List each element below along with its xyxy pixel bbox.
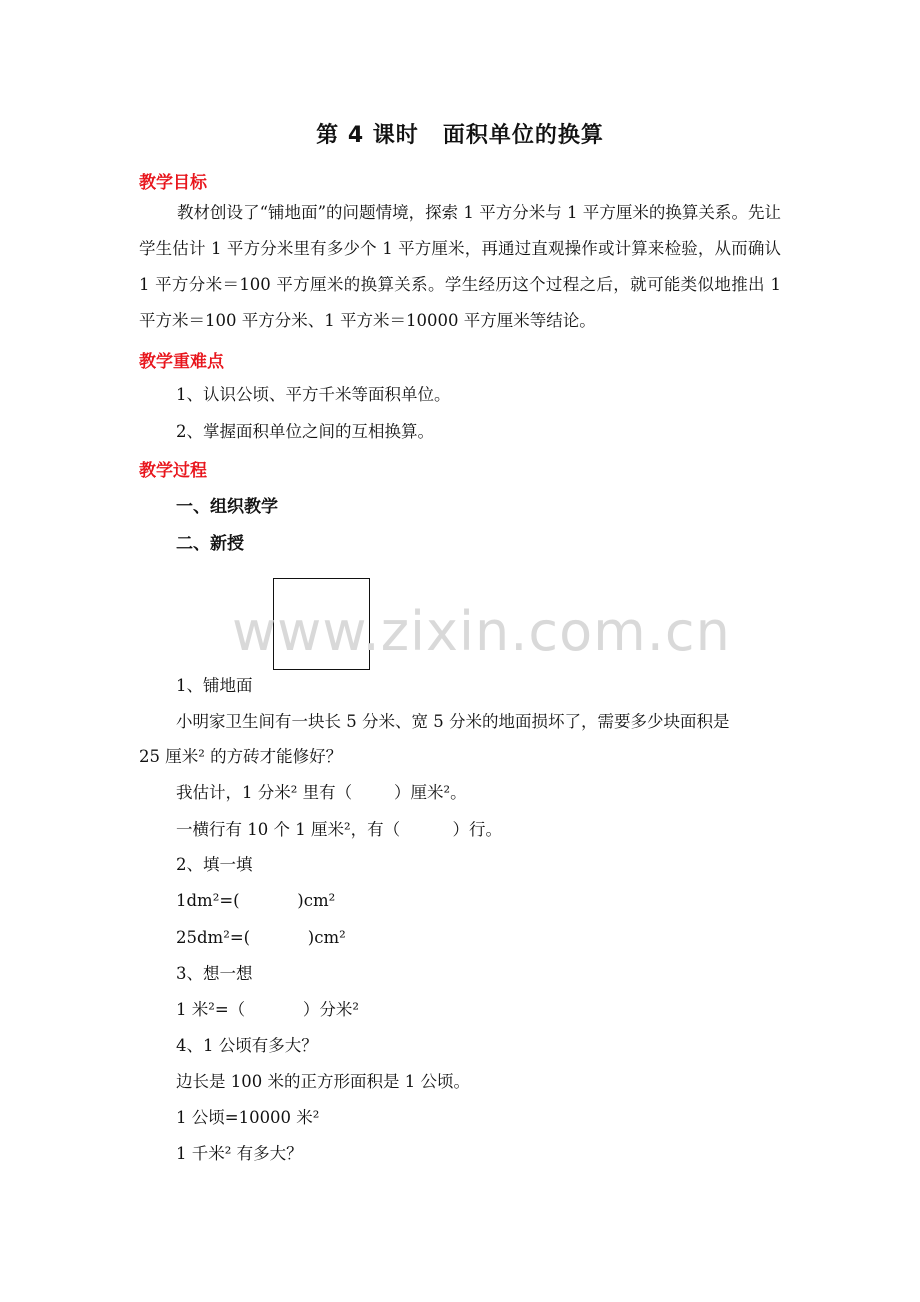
body-line: 3、想一想	[176, 964, 253, 983]
body-line: 我估计，1 分米² 里有（ ）厘米²。	[176, 783, 467, 802]
body-line: 边长是 100 米的正方形面积是 1 公顷。	[176, 1072, 470, 1091]
body-line: 25dm²=( )cm²	[176, 928, 346, 947]
body-line: 1、铺地面	[176, 676, 253, 695]
title-topic: 面积单位的换算	[442, 123, 604, 148]
body-line: 小明家卫生间有一块长 5 分米、宽 5 分米的地面损坏了，需要多少块面积是	[176, 712, 730, 731]
process-step: 一、组织教学	[176, 497, 278, 517]
title-lesson-number: 第 4 课时	[316, 123, 419, 148]
body-line: 1 米²=（ ）分米²	[176, 1000, 359, 1019]
page-title	[0, 118, 920, 149]
watermark-text: www.zixin.com.cn	[232, 600, 731, 663]
key-point-item: 1、认识公顷、平方千米等面积单位。	[176, 385, 451, 404]
body-line: 1 千米² 有多大？	[176, 1144, 303, 1163]
goals-paragraph: 教材创设了“铺地面”的问题情境，探索 1 平方分米与 1 平方厘米的换算关系。先让学生估计 1 平方分米里有多少个 1 平方厘米，再通过直观操作或计算来检验，从而确认 1 平方分米＝100 平方厘米的换算关系。学生经历这个过程之后，就可能类似地推出 1 平方米＝100 平方分米、1 平方米＝10000 平方厘米等结论。	[139, 203, 781, 330]
body-line: 25 厘米² 的方砖才能修好？	[139, 747, 343, 766]
body-line: 1dm²=( )cm²	[176, 891, 336, 910]
body-line: 一横行有 10 个 1 厘米²，有（ ）行。	[176, 820, 503, 839]
body-line: 4、1 公顷有多大？	[176, 1036, 318, 1055]
process-step: 二、新授	[176, 534, 244, 554]
body-line: 1 公顷=10000 米²	[176, 1108, 320, 1127]
heading-key-points: 教学重难点	[139, 352, 224, 372]
body-line: 2、填一填	[176, 855, 253, 874]
heading-process: 教学过程	[139, 461, 207, 481]
key-point-item: 2、掌握面积单位之间的互相换算。	[176, 422, 434, 441]
heading-goals: 教学目标	[139, 173, 207, 193]
